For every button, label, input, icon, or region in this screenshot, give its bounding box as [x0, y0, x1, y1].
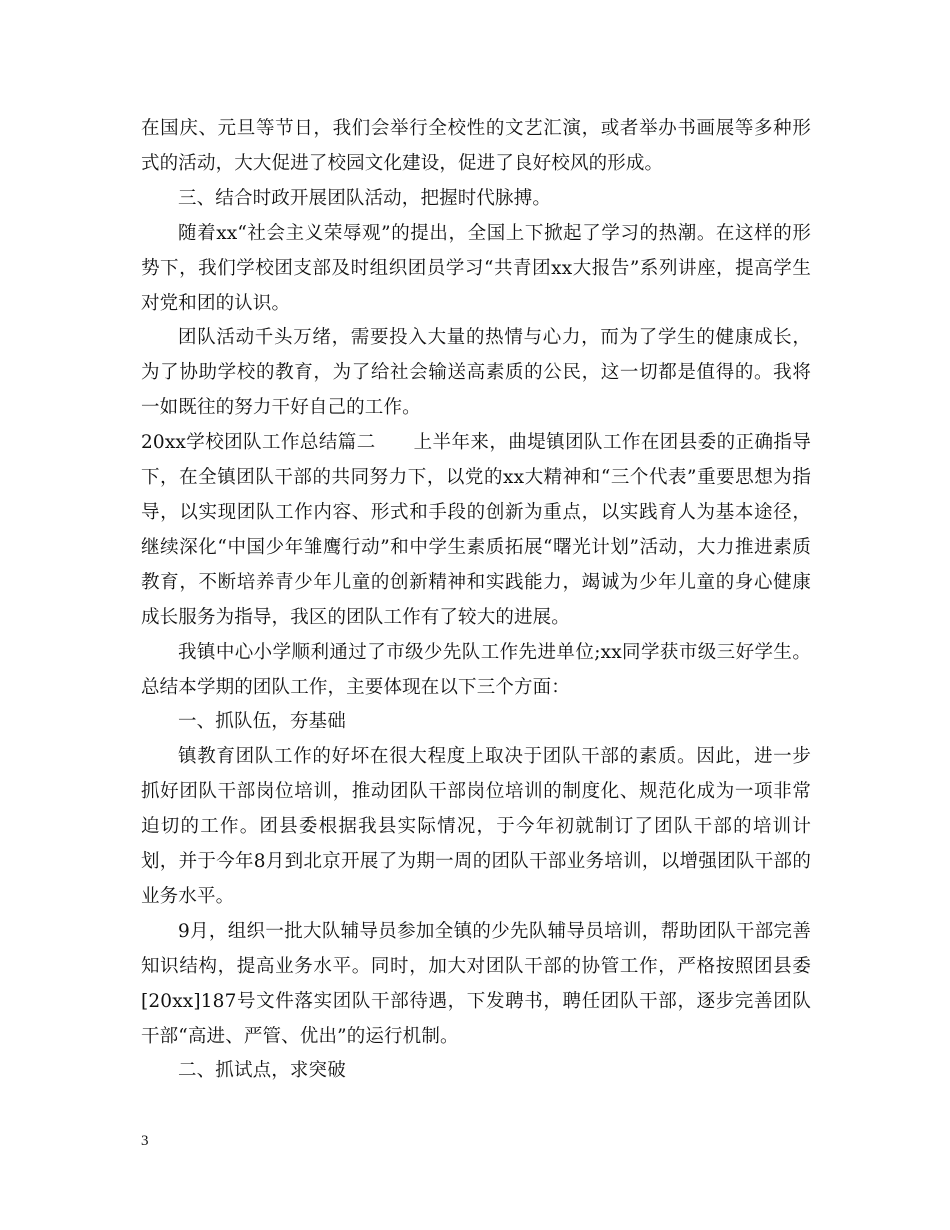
page-number: 3 [141, 1133, 149, 1149]
paragraph: 9月，组织一批大队辅导员参加全镇的少先队辅导员培训，帮助团队干部完善知识结构，提高业务水平。同时，加大对团队干部的协管工作，严格按照团县委[20xx]187号文件落实团队干部待遇，下发聘书，聘任团队干部，逐步完善团队干部“高进、严管、优出”的运行机制。 [141, 920, 811, 1047]
paragraph: 我镇中心小学顺利通过了市级少先队工作先进单位;xx同学获市级三好学生。总结本学期的团队工作，主要体现在以下三个方面： [141, 641, 811, 698]
document-body [141, 112, 811, 1089]
paragraph: 镇教育团队工作的好坏在很大程度上取决于团队干部的素质。因此，进一步抓好团队干部岗位培训，推动团队干部岗位培训的制度化、规范化成为一项非常迫切的工作。团县委根据我县实际情况，于今年初就制订了团队干部的培训计划，并于今年8月到北京开展了为期一周的团队干部业务培训，以增强团队干部的业务水平。 [141, 746, 811, 907]
paragraph: 20xx学校团队工作总结篇二 上半年来，曲堤镇团队工作在团县委的正确指导下，在全镇团队干部的共同努力下，以党的xx大精神和“三个代表”重要思想为指导，以实现团队工作内容、形式和手段的创新为重点，以实践育人为基本途径，继续深化“中国少年雏鹰行动”和中学生素质拓展“曙光计划”活动，大力推进素质教育，不断培养青少年儿童的创新精神和实践能力，竭诚为少年儿童的身心健康成长服务为指导，我区的团队工作有了较大的进展。 [141, 432, 811, 628]
paragraph: 团队活动千头万绪，需要投入大量的热情与心力，而为了学生的健康成长，为了协助学校的教育，为了给社会输送高素质的公民，这一切都是值得的。我将一如既往的努力干好自己的工作。 [141, 327, 811, 419]
section-heading: 二、抓试点，求突破 [178, 1060, 346, 1082]
paragraph: 在国庆、元旦等节日，我们会举行全校性的文艺汇演，或者举办书画展等多种形式的活动，大大促进了校园文化建设，促进了良好校风的形成。 [141, 118, 811, 174]
section-heading: 三、结合时政开展团队活动，把握时代脉搏。 [178, 187, 552, 209]
paragraph: 随着xx“社会主义荣辱观”的提出，全国上下掀起了学习的热潮。在这样的形势下，我们学校团支部及时组织团员学习“共青团xx大报告”系列讲座，提高学生对党和团的认识。 [141, 222, 811, 314]
section-heading: 一、抓队伍，夯基础 [178, 711, 346, 733]
